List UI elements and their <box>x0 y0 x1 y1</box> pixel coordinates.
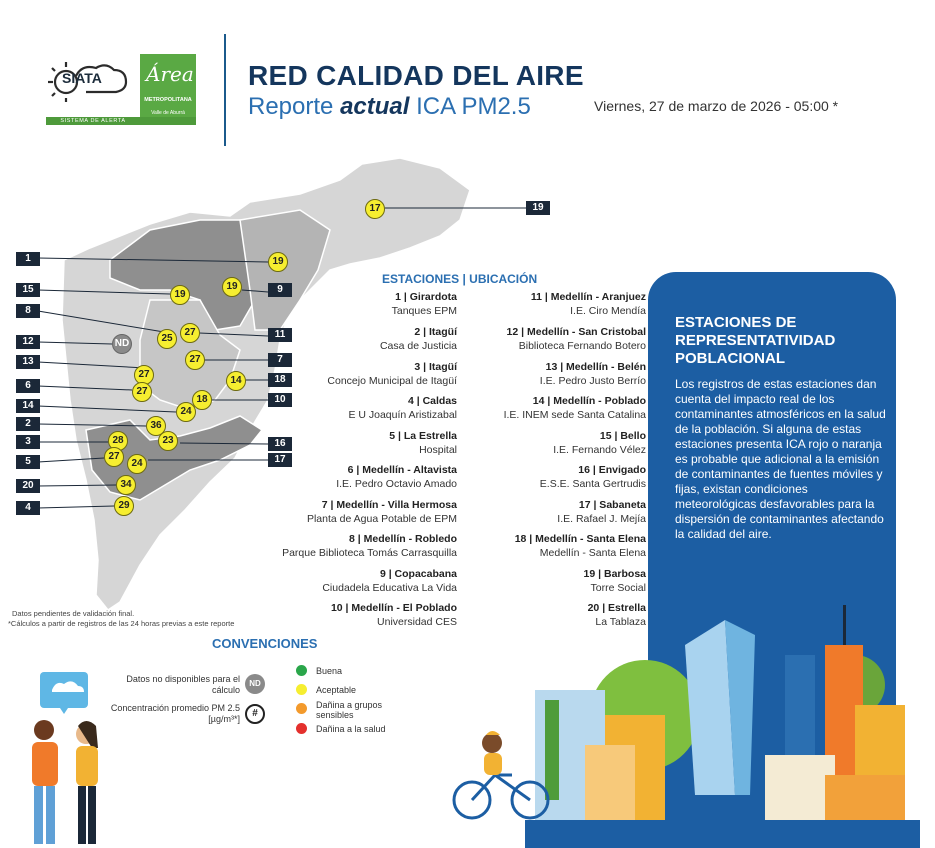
station-place: Casa de Justicia <box>379 340 457 352</box>
station-name: 9 | Copacabana <box>379 568 457 580</box>
map-value-19: 17 <box>365 199 385 219</box>
info-panel-title: ESTACIONES DE REPRESENTATIVIDAD POBLACIONAL <box>675 314 836 367</box>
map-station-id-16: 16 <box>268 437 292 451</box>
map-station-id-13: 13 <box>16 355 40 369</box>
valle-aburra-map <box>0 140 640 640</box>
station-place: I.E. Pedro Justo Berrío <box>539 375 646 387</box>
map-value-9: 19 <box>222 277 242 297</box>
station-place: Medellín - Santa Elena <box>539 547 646 559</box>
station-item-11 <box>531 290 646 318</box>
cyclist-illustration <box>450 725 560 825</box>
legend-dot-buena <box>296 665 307 676</box>
siata-logo-text: SIATA <box>62 70 102 86</box>
station-item-4 <box>348 394 457 422</box>
conc-legend-text: Concentración promedio PM 2.5 [µg/m³*] <box>110 703 240 724</box>
map-value-11: 27 <box>180 323 200 343</box>
city-illustration <box>525 595 920 848</box>
station-place: Planta de Agua Potable de EPM <box>306 513 457 525</box>
station-name: 17 | Sabaneta <box>578 499 646 511</box>
map-value-8: 25 <box>157 329 177 349</box>
map-station-id-15: 15 <box>16 283 40 297</box>
station-item-17 <box>557 498 646 526</box>
nd-legend-badge: ND <box>245 674 265 694</box>
map-station-id-11: 11 <box>268 328 292 342</box>
station-item-3 <box>327 360 457 388</box>
station-item-2 <box>380 325 457 353</box>
station-place: I.E. Fernando Vélez <box>553 444 646 456</box>
station-item-14 <box>504 394 646 422</box>
map-value-2: 36 <box>146 416 166 436</box>
station-place: Universidad CES <box>377 616 457 628</box>
station-item-10 <box>331 601 457 629</box>
station-name: 18 | Medellín - Santa Elena <box>514 533 646 545</box>
page-subtitle <box>248 93 531 121</box>
station-place: I.E. Ciro Mendía <box>570 305 646 317</box>
map-station-id-5: 5 <box>16 455 40 469</box>
station-name: 5 | La Estrella <box>389 430 457 442</box>
area-logo-name: METROPOLITANA <box>144 97 192 103</box>
station-name: 10 | Medellín - El Poblado <box>330 602 457 614</box>
station-item-6 <box>336 463 457 491</box>
station-place: Hospital <box>419 444 457 456</box>
page-title: RED CALIDAD DEL AIRE <box>248 60 584 91</box>
siata-tagline: SISTEMA DE ALERTA TEMPRANA <box>46 117 140 125</box>
subtitle-post: ICA PM2.5 <box>416 93 531 120</box>
map-station-id-7: 7 <box>268 353 292 367</box>
header-divider <box>224 34 226 146</box>
map-value-15: 19 <box>170 285 190 305</box>
station-place: Concejo Municipal de Itagüí <box>327 375 457 387</box>
map-station-id-20: 20 <box>16 479 40 493</box>
legend-label-sensibles: Dañina a grupos sensibles <box>316 700 383 720</box>
station-item-19 <box>584 567 646 595</box>
station-name: 11 | Medellín - Aranjuez <box>530 291 646 303</box>
station-place: Parque Biblioteca Tomás Carrasquilla <box>282 547 457 559</box>
map-station-id-4: 4 <box>16 501 40 515</box>
map-region-north-east <box>240 210 330 330</box>
map-station-id-8: 8 <box>16 304 40 318</box>
report-date: Viernes, 27 de marzo de 2026 - 05:00 * <box>594 98 839 114</box>
area-logo-tag <box>140 117 196 125</box>
map-station-id-18: 18 <box>268 373 292 387</box>
people-illustration <box>20 668 130 848</box>
calc-note: *Cálculos a partir de registros de las 24 horas previas a este reporte <box>8 619 235 628</box>
subtitle-pre: Reporte <box>248 93 334 120</box>
legend-dot-aceptable <box>296 684 307 695</box>
map-value-14: 24 <box>176 402 196 422</box>
map-station-id-12: 12 <box>16 335 40 349</box>
conventions-title: CONVENCIONES <box>212 636 318 651</box>
legend-dot-sensibles <box>296 703 307 714</box>
station-name: 1 | Girardota <box>395 291 457 303</box>
map-value-6: 27 <box>132 382 152 402</box>
station-name: 16 | Envigado <box>578 464 646 476</box>
station-name: 8 | Medellín - Robledo <box>349 533 457 545</box>
station-item-7 <box>307 498 457 526</box>
map-station-id-6: 6 <box>16 379 40 393</box>
station-place: I.E. INEM sede Santa Catalina <box>503 409 646 421</box>
map-value-7: 27 <box>185 350 205 370</box>
station-item-9 <box>322 567 457 595</box>
station-place: Biblioteca Fernando Botero <box>518 340 646 352</box>
validation-note: Datos pendientes de validación final. <box>12 609 135 618</box>
map-station-id-19: 19 <box>526 201 550 215</box>
map-station-id-14: 14 <box>16 399 40 413</box>
station-item-1 <box>392 290 457 318</box>
station-item-5 <box>389 429 457 457</box>
map-value-4: 29 <box>114 496 134 516</box>
station-name: 19 | Barbosa <box>583 568 646 580</box>
legend-label-aceptable: Aceptable <box>316 685 357 695</box>
legend-label-salud: Dañina a la salud <box>316 724 386 734</box>
map-value-18: 14 <box>226 371 246 391</box>
map-value-10: 18 <box>192 390 212 410</box>
area-logo-text: Área <box>146 62 194 86</box>
station-name: 14 | Medellín - Poblado <box>532 395 646 407</box>
station-name: 7 | Medellín - Villa Hermosa <box>321 499 457 511</box>
station-item-15 <box>553 429 646 457</box>
station-name: 20 | Estrella <box>587 602 646 614</box>
map-value-13: 27 <box>134 365 154 385</box>
station-name: 6 | Medellín - Altavista <box>347 464 457 476</box>
station-place: I.E. Pedro Octavio Amado <box>336 478 457 490</box>
map-value-5: 27 <box>104 447 124 467</box>
nd-legend-text: Datos no disponibles para el cálculo <box>126 674 240 695</box>
map-station-id-9: 9 <box>268 283 292 297</box>
station-name: 4 | Caldas <box>407 395 457 407</box>
map-station-id-3: 3 <box>16 435 40 449</box>
map-station-id-2: 2 <box>16 417 40 431</box>
station-place: E.S.E. Santa Gertrudis <box>539 478 646 490</box>
station-item-18 <box>515 532 646 560</box>
map-station-id-17: 17 <box>268 453 292 467</box>
station-place: Torre Social <box>590 582 646 594</box>
station-item-16 <box>540 463 646 491</box>
legend-label-buena: Buena <box>316 666 343 676</box>
station-name: 12 | Medellín - San Cristobal <box>506 326 646 338</box>
legend-dot-salud <box>296 723 307 734</box>
station-item-12 <box>507 325 646 353</box>
station-place: La Tablaza <box>595 616 646 628</box>
map-station-id-10: 10 <box>268 393 292 407</box>
station-item-13 <box>540 360 646 388</box>
map-value-12: ND <box>112 334 132 354</box>
station-place: E U Joaquín Aristizabal <box>348 409 457 421</box>
area-logo-sub: Valle de Aburrá <box>151 110 185 116</box>
subtitle-emphasis: actual <box>340 93 410 120</box>
station-place: Tanques EPM <box>391 305 457 317</box>
station-item-8 <box>282 532 457 560</box>
map-station-id-1: 1 <box>16 252 40 266</box>
station-name: 15 | Bello <box>599 430 646 442</box>
station-name: 3 | Itagüí <box>414 361 457 373</box>
station-name: 13 | Medellín - Belén <box>545 361 646 373</box>
stations-heading: ESTACIONES | UBICACIÓN <box>382 272 538 286</box>
map-value-1: 19 <box>268 252 288 272</box>
station-name: 2 | Itagüí <box>414 326 457 338</box>
map-value-16: 23 <box>158 431 178 451</box>
map-value-3: 28 <box>108 431 128 451</box>
map-value-20: 34 <box>116 475 136 495</box>
info-panel-body: Los registros de estas estaciones dan cuenta del impacto real de los contaminantes atmosféricos en la salud de la población. Si alguna de estas estaciones presenta ICA rojo o naranja es probable que adicional a la emisión de contaminantes de fuentes móviles y fijas, existan condiciones meteorológicas desfavorables para la dispersión de contaminantes afectando la calidad del aire. <box>675 377 886 541</box>
conc-legend-badge: # <box>245 704 265 724</box>
station-place: Ciudadela Educativa La Vida <box>322 582 457 594</box>
map-value-17: 24 <box>127 454 147 474</box>
station-place: I.E. Rafael J. Mejía <box>557 513 646 525</box>
